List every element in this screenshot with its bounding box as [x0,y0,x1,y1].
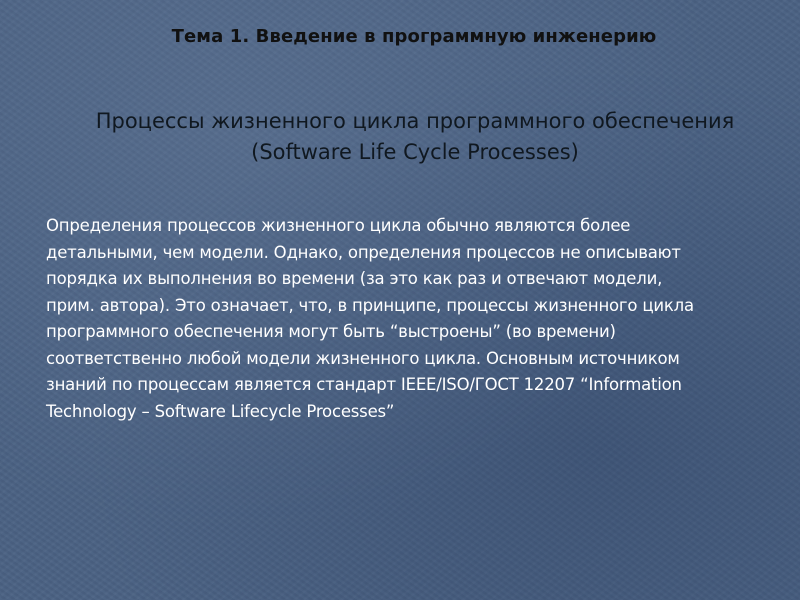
body-line: знаний по процессам является стандарт IEEE/ISO/ГОСТ 12207 “Information [46,375,682,394]
body-line: Technology – Software Lifecycle Processes” [46,401,395,421]
body-line: прим. автора). Это означает, что, в принципе, процессы жизненного цикла [46,295,694,315]
slide-title-line-2: (Software Life Cycle Processes) [251,140,579,164]
body-line: детальными, чем модели. Однако, определения процессов не описывают [46,242,681,262]
slide-title [20,106,800,168]
body-line: программного обеспечения могут быть “выстроены” (во времени) [46,322,616,341]
slide-body-paragraph [46,213,776,425]
slide-topic-heading: Тема 1. Введение в программную инженерию [171,26,657,47]
body-line: порядка их выполнения во времени (за это как раз и отвечают модели, [46,269,663,288]
body-line: соответственно любой модели жизненного цикла. Основным источником [46,348,680,368]
body-line: Определения процессов жизненного цикла обычно являются более [46,216,631,235]
slide-title-line-1: Процессы жизненного цикла программного обеспечения [95,109,735,133]
